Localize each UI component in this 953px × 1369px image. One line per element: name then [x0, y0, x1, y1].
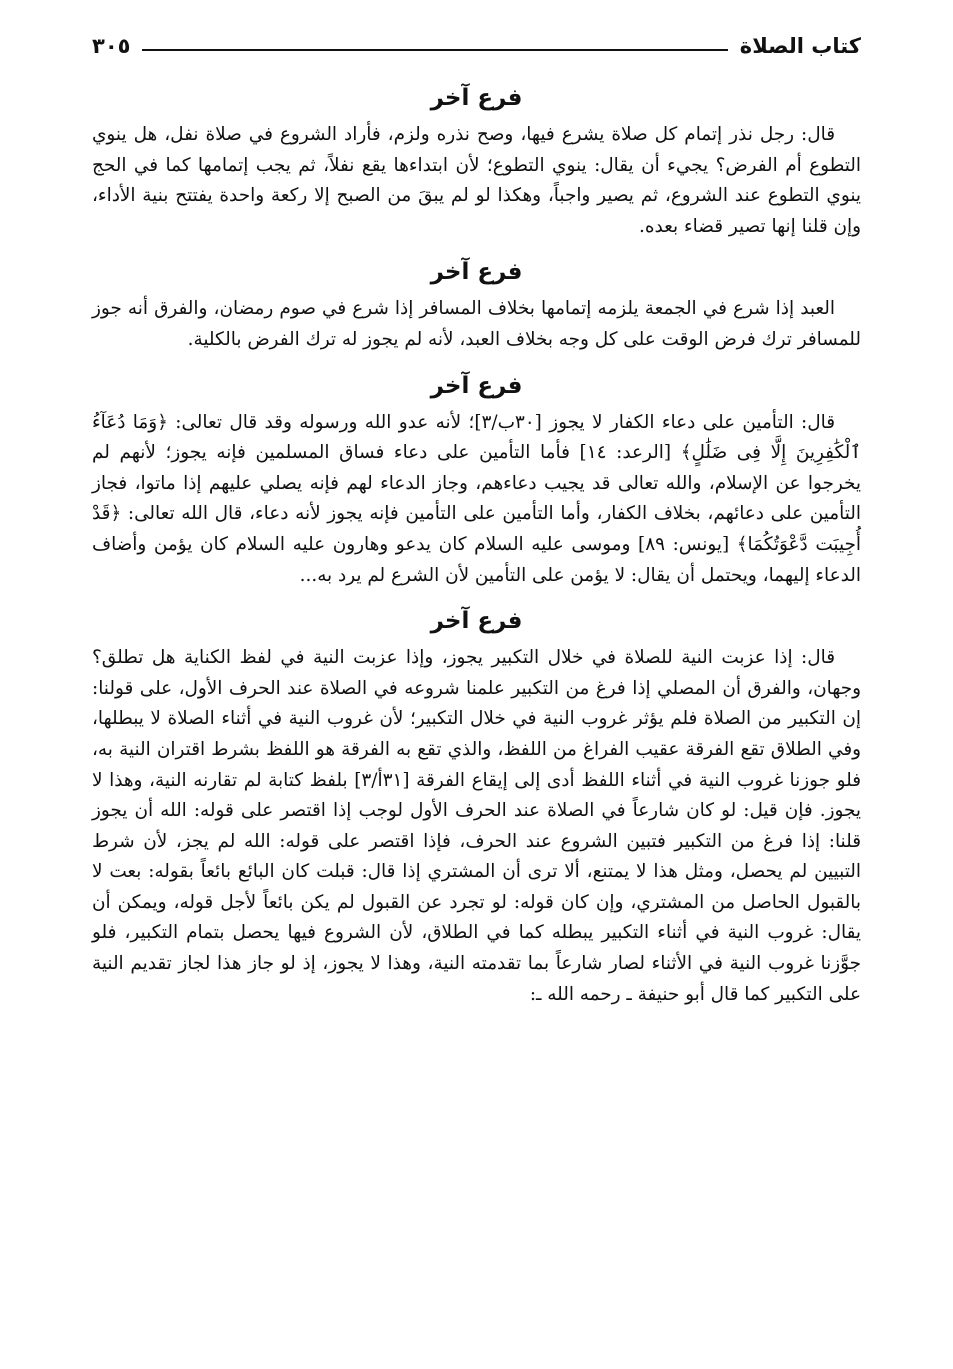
page-number: ٣٠٥: [92, 34, 131, 58]
section-paragraph: قال: التأمين على دعاء الكفار لا يجوز [٣٠ب/٣]؛ لأنه عدو الله ورسوله وقد قال تعالى: ﴿وَمَا دُعَآءُ ٱلْكَٰفِرِينَ إِلَّا فِى ضَلَٰلٍ﴾ [الرعد: ١٤] فأما التأمين على دعاء فساق المسلمين فإنه يجوز؛ لأنهم لم يخرجوا عن الإسلام، والله تعالى قد يجيب دعاءهم، وجاز الدعاء لهم فإنه يصلي عليهم إذا ماتوا، فجاز التأمين على دعائهم، بخلاف الكفار، وأما التأمين على التأمين فإنه يجوز لأنه دعاء، قال الله تعالى: ﴿قَدْ أُجِيبَت دَّعْوَتُكُمَا﴾ [يونس: ٨٩] وموسى عليه السلام كان يدعو وهارون عليه السلام كان يؤمن وأضاف الدعاء إليهما، ويحتمل أن يقال: لا يؤمن على التأمين لأن الشرع لم يرد به...: [92, 411, 861, 586]
section-heading: فرع آخر: [430, 85, 523, 111]
section-heading: فرع آخر: [430, 372, 523, 399]
section-heading: فرع آخر: [430, 608, 523, 635]
section-paragraph: قال: رجل نذر إتمام كل صلاة يشرع فيها، وصح نذره ولزم، فأراد الشروع في صلاة نفل، هل ينوي التطوع أم الفرض؟ يجيء أن يقال: ينوي التطوع؛ لأن ابتداءها يقع نفلاً، ثم يجب إتمامها كما في الحج ينوي التطوع عند الشروع، ثم يصير واجباً، وهكذا لو لم يبقَ من الصبح إلا ركعة واحدة يفتتح بنية الأداء، وإن قلنا إنها تصير قضاء بعده.: [92, 124, 861, 237]
header-rule: [142, 49, 727, 51]
page-body: [92, 76, 861, 1010]
section-paragraph: العبد إذا شرع في الجمعة يلزمه إتمامها بخلاف المسافر إذا شرع في صوم رمضان، والفرق أنه جوز للمسافر ترك فرض الوقت على كل وجه بخلاف العبد، لأنه لم يجوز له ترك الفرض بالكلية.: [92, 298, 861, 350]
running-header: [92, 28, 861, 64]
section-paragraph: قال: إذا عزبت النية للصلاة في خلال التكبير يجوز، وإذا عزبت النية في لفظ الكناية هل تطلق؟ وجهان، والفرق أن المصلي إذا فرغ من التكبير علمنا شروعه في الصلاة عند الحرف الأول، على قولنا: إن التكبير من الصلاة فلم يؤثر غروب النية في خلال التكبير؛ لأن غروب النية في أثناء الصلاة لا يبطلها، وفي الطلاق تقع الفرقة عقيب الفراغ من اللفظ، والذي تقع به الفرقة هو اللفظ بشرط اقتران النية به، فلو جوزنا غروب النية في أثناء اللفظ أدى إلى إيقاع الفرقة [٣١أ/٣] بلفظ كتابة لم تقارنه النية، وهذا لا يجوز. فإن قيل: لو كان شارعاً في الصلاة عند الحرف الأول لوجب إذا اقتصر على قوله: الله أن يجوز قلنا: إذا فرغ من التكبير فتبين الشروع عند الحرف، فإذا اقتصر على قوله: الله لم يجز، لأن شرط التبيين لم يحصل، ومثل هذا لا يمتنع، ألا ترى أن المشتري إذا قال: قبلت كان البائع بائعاً بقوله: بعت لا بالقبول الحاصل من المشتري، وإن كان قوله: لو تجرد عن القبول لم يكن بائعاً لأجل قوله، ويمكن أن يقال: غروب النية في أثناء التكبير يبطله كما في الطلاق، لأن الشروع فيها يحصل بتمام التكبير، فلو جوَّزنا غروب النية في الأثناء لصار شارعاً بما تقدمته النية، وهذا لا يجوز، إذ لو جاز هذا لجاز تقديم النية على التكبير كما قال أبو حنيفة ـ رحمه الله ـ:: [92, 647, 862, 1005]
section-heading: فرع آخر: [430, 259, 523, 286]
book-title: كتاب الصلاة: [739, 34, 861, 58]
